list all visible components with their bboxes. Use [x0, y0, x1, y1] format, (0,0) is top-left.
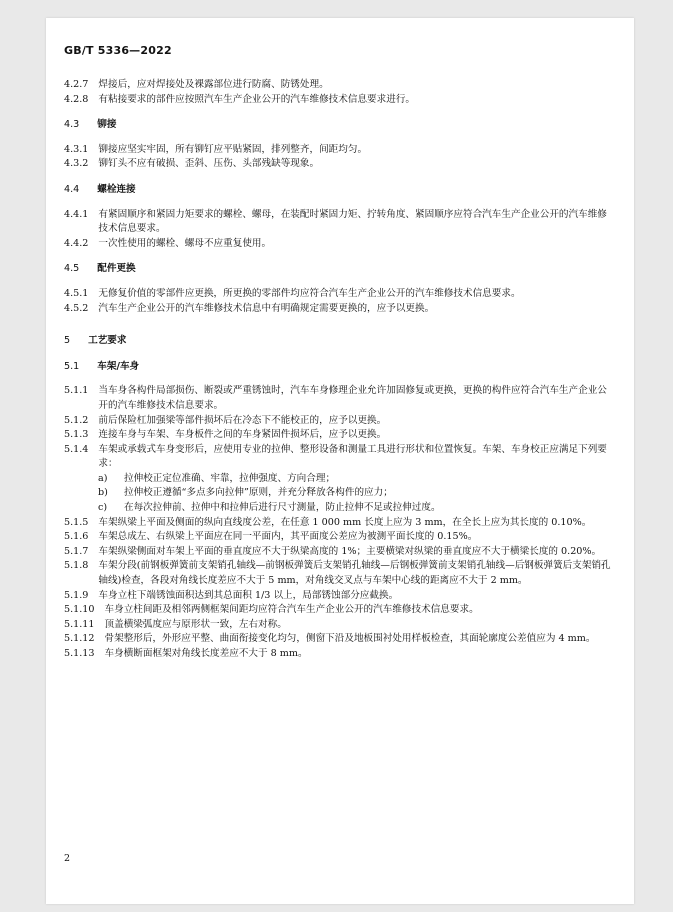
section-heading [64, 118, 616, 133]
clause-text: 一次性使用的螺栓、螺母不应重复使用。 [98, 237, 272, 249]
clause [64, 93, 616, 108]
clause-number: 5.1.8 [64, 560, 89, 572]
clause [64, 414, 616, 429]
clause-number: 4.3.1 [64, 143, 89, 155]
clause [64, 157, 616, 172]
clause-number: 5.1.2 [64, 414, 89, 426]
clause-number: 5.1.6 [64, 531, 89, 543]
clause-text: 汽车生产企业公开的汽车维修技术信息中有明确规定需要更换的，应予以更换。 [98, 302, 435, 314]
clause-number: 4.4.1 [64, 208, 89, 220]
clause [64, 302, 616, 317]
standard-header: GB/T 5336—2022 [64, 44, 172, 57]
clause [64, 208, 616, 237]
chapter-heading [64, 334, 616, 349]
clause-number: 5.1.11 [64, 618, 95, 630]
clause [64, 618, 616, 633]
clause-number: 5.1.13 [64, 648, 95, 659]
clause [64, 143, 616, 158]
clause [64, 443, 616, 472]
list-item-text: 在每次拉伸前、拉伸中和拉伸后进行尺寸测量，防止拉伸不足或拉伸过度。 [124, 502, 441, 514]
clause-text: 无修复价值的零部件应更换，所更换的零部件均应符合汽车生产企业公开的汽车维修技术信息要求。 [98, 287, 521, 299]
clause-number: 4.3.2 [64, 158, 89, 170]
clause [64, 632, 616, 647]
section-number: 4.5 [64, 263, 80, 275]
clause [64, 516, 616, 531]
clause-text: 有粘接要求的部件应按照汽车生产企业公开的汽车维修技术信息要求进行。 [98, 93, 416, 105]
clause-text: 焊接后，应对焊接处及裸露部位进行防腐、防锈处理。 [98, 79, 329, 90]
clause-text: 车架总成左、右纵梁上平面应在同一平面内，其平面度公差应为被测平面长度的 0.15%。 [98, 531, 478, 543]
clause-number: 4.2.7 [64, 79, 89, 90]
list-item [64, 501, 616, 516]
page-number: 2 [64, 853, 71, 864]
clause-number: 5.1.3 [64, 429, 89, 441]
clause [64, 384, 616, 413]
clause [64, 428, 616, 443]
clause-text: 车架或承载式车身变形后，应使用专业的拉伸、整形设备和测量工具进行形状和位置恢复。车架、车身校正应满足下列要求： [98, 443, 607, 470]
clause [64, 237, 616, 252]
clause-text: 顶盖横梁弧度应与原形状一致，左右对称。 [104, 618, 287, 630]
clause [64, 78, 616, 93]
section-heading [64, 360, 616, 375]
clause-text: 车架纵梁上平面及侧面的纵向直线度公差，在任意 1 000 mm 长度上应为 3 mm，在全长上应为其长度的 0.10%。 [98, 516, 592, 528]
clause-number: 5.1.7 [64, 545, 89, 557]
clause-number: 4.2.8 [64, 93, 89, 105]
clause-text: 铆钉头不应有破损、歪斜、压伤、头部残缺等现象。 [98, 158, 320, 170]
clause-number: 5.1.1 [64, 385, 89, 397]
section-text: 车架/车身 [97, 360, 140, 372]
list-item-text: 拉伸校正定位准确、牢靠，拉伸强度、方向合理； [124, 472, 336, 484]
section-text: 铆接 [97, 119, 117, 131]
clause-number: 4.5.1 [64, 287, 89, 299]
clause-number: 4.4.2 [64, 237, 89, 249]
clause [64, 530, 616, 545]
clause-text: 车身立柱下端锈蚀面积达到其总面积 1/3 以上，局部锈蚀部分应截换。 [98, 589, 399, 601]
section-text: 螺栓连接 [97, 183, 136, 195]
list-item [64, 486, 616, 501]
document-page [46, 18, 634, 904]
clause-text: 车架分段(前钢板弹簧前支架销孔轴线—前钢板弹簧后支架销孔轴线—后钢板弹簧前支架销孔轴线—后钢板弹簧后支架销孔轴线)检查，各段对角线长度差应不大于 5 mm，对角线交叉点与车架中心线的距离应不大于 2 mm。 [98, 560, 611, 587]
clause-number: 5.1.4 [64, 443, 89, 455]
section-number: 4.4 [64, 183, 80, 195]
clause [64, 647, 616, 662]
clause [64, 545, 616, 560]
clause-text: 当车身各构件局部损伤、断裂或严重锈蚀时，汽车车身修理企业允许加固修复或更换，更换的构件应符合汽车生产企业公开的汽车维修技术信息要求。 [98, 385, 607, 411]
clause-text: 骨架整形后，外形应平整、曲面衔接变化均匀，侧窗下沿及地板围衬处用样板检查，其面轮廓度公差值应为 4 mm。 [104, 633, 596, 645]
section-number: 5.1 [64, 360, 80, 372]
list-item-label: a) [98, 472, 108, 484]
clause-text: 连接车身与车架、车身板件之间的车身紧固件损坏后，应予以更换。 [98, 429, 387, 441]
section-heading [64, 262, 616, 277]
chapter-number: 5 [64, 335, 71, 347]
clause [64, 603, 616, 618]
list-item-text: 拉伸校正遵循“多点多向拉伸”原则，并充分释放各构件的应力； [124, 487, 393, 499]
clause-text: 车身横断面框架对角线长度差应不大于 8 mm。 [104, 648, 308, 659]
clause [64, 287, 616, 302]
clause-number: 4.5.2 [64, 302, 89, 314]
clause-number: 5.1.12 [64, 633, 95, 645]
clause-text: 车架纵梁侧面对车架上平面的垂直度应不大于纵梁高度的 1%；主要横梁对纵梁的垂直度应不大于横梁长度的 0.20%。 [98, 545, 602, 557]
clause-text: 铆接应坚实牢固，所有铆钉应平贴紧固，排列整齐，间距均匀。 [98, 143, 368, 155]
clause-text: 有紧固顺序和紧固力矩要求的螺栓、螺母，在装配时紧固力矩、拧转角度、紧固顺序应符合汽车生产企业公开的汽车维修技术信息要求。 [98, 208, 607, 235]
list-item [64, 472, 616, 487]
list-item-label: b) [98, 487, 108, 499]
chapter-text: 工艺要求 [88, 335, 127, 347]
section-number: 4.3 [64, 119, 80, 131]
clause [64, 559, 616, 588]
clause-text: 车身立柱间距及相邻两侧框架间距均应符合汽车生产企业公开的汽车维修技术信息要求。 [104, 604, 479, 616]
clause-text: 前后保险杠加强梁等部件损坏后在冷态下不能校正的，应予以更换。 [98, 414, 387, 426]
clause-number: 5.1.10 [64, 604, 95, 616]
section-heading [64, 183, 616, 198]
clause [64, 589, 616, 604]
list-item-label: c) [98, 502, 108, 514]
clause-number: 5.1.5 [64, 516, 89, 528]
document-body [64, 78, 616, 662]
clause-number: 5.1.9 [64, 589, 89, 601]
section-text: 配件更换 [97, 263, 136, 275]
